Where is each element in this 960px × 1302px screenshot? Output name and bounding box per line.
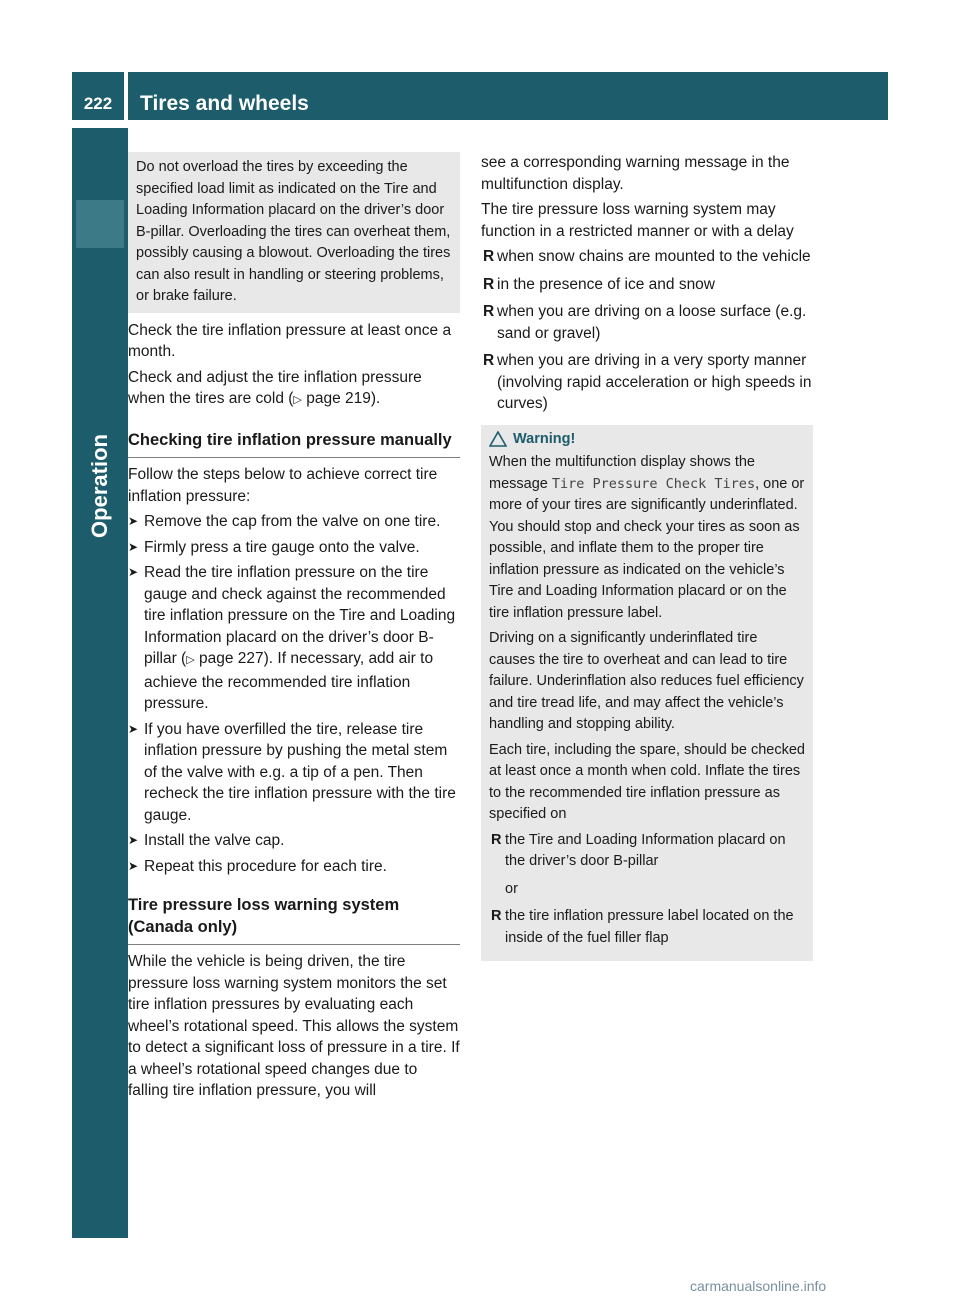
bullet-icon: R: [483, 275, 495, 293]
page-reference-link[interactable]: page 219: [306, 390, 371, 407]
step-arrow-icon: ➤: [128, 858, 139, 873]
step-item: ➤ Repeat this procedure for each tire.: [128, 856, 460, 878]
page-number: 222: [83, 94, 113, 113]
page-header: [72, 72, 888, 120]
paragraph: see a corresponding warning message in the multifunction display.: [481, 154, 790, 193]
page-ref-icon: ▷: [186, 654, 195, 666]
page-ref-icon: ▷: [293, 394, 302, 406]
step-arrow-icon: ➤: [128, 833, 139, 847]
warning-list-item: R the Tire and Loading Information placard on the driver’s door B-pillar: [491, 831, 786, 869]
paragraph: The tire pressure loss warning system may function in a restricted manner or with a delay: [481, 201, 794, 240]
warning-title: Warning!: [489, 429, 805, 451]
section-heading: Tire pressure loss warning system (Canada only): [128, 895, 460, 945]
warning-list-item: R the tire inflation pressure label located on the inside of the fuel filler flap: [491, 908, 794, 946]
header-divider: [124, 72, 128, 120]
warning-paragraph: Each tire, including the spare, should be checked at least once a month when cold. Inflate the tires to the recommended tire inflation pressure as specified on: [489, 741, 805, 822]
list-item: R when snow chains are mounted to the vehicle: [481, 246, 813, 268]
step-arrow-icon: ➤: [128, 539, 139, 554]
bullet-icon: R: [491, 908, 502, 924]
step-item: ➤ Read the tire inflation pressure on the tire gauge and check against the recommended tire inflation pressure on the Tire and Loading Information placard on the driver’s door B-pillar (▷ page 227). If necessary, add air to achieve the recommended tire inflation pressure.: [128, 564, 456, 712]
step-item: ➤ Install the valve cap.: [128, 830, 460, 852]
warning-box: [481, 425, 813, 962]
paragraph-cold-check: Check and adjust the tire inflation pressure when the tires are cold (▷ page 219).: [128, 368, 422, 407]
step-arrow-icon: ➤: [128, 514, 139, 528]
display-message-code: Tire Pressure Check Tires: [551, 475, 756, 492]
step-item: ➤ Firmly press a tire gauge onto the valve.: [128, 537, 460, 559]
left-column: [128, 152, 460, 1106]
list-item: R when you are driving in a very sporty manner (involving rapid acceleration or high speeds in curves): [483, 352, 812, 412]
section-side-tab: [72, 128, 128, 1238]
warning-paragraph: Driving on a significantly underinflated tire causes the tire to overheat and can lead to tire failure. Underinflation also reduces fuel efficiency and tire tread life, and may affect the vehicle’s handling and stopping ability.: [489, 630, 804, 732]
bullet-icon: R: [491, 831, 502, 848]
bullet-icon: R: [483, 248, 495, 265]
list-item: R in the presence of ice and snow: [481, 274, 813, 296]
section-label-text: Operation: [87, 434, 112, 538]
bullet-icon: R: [483, 303, 495, 320]
page-title: Tires and wheels: [140, 92, 309, 115]
step-item: ➤ If you have overfilled the tire, release tire inflation pressure by pushing the metal stem of the valve with e.g. a tip of a pen. Then recheck the tire inflation pressure with the tire gauge.: [128, 720, 456, 824]
right-column: [481, 152, 813, 961]
step-arrow-icon: ➤: [128, 721, 139, 736]
paragraph: While the vehicle is being driven, the tire pressure loss warning system monitors the set tire inflation pressures by evaluating each wheel’s rotational speed. This allows the system to detect a significant loss of pressure in a tire. If a wheel’s rotational speed changes due to falling tire inflation pressure, you will: [128, 953, 460, 1099]
section-heading: Checking tire inflation pressure manually: [128, 430, 460, 459]
step-arrow-icon: ➤: [128, 565, 139, 579]
paragraph: Follow the steps below to achieve correct tire inflation pressure:: [128, 466, 438, 505]
overload-notice: Do not overload the tires by exceeding the specified load limit as indicated on the Tire and Loading Information placard on the driver’s door B-pillar. Overloading the tires can overheat them, possibly causing a blowout. Overloading the tires can also result in handling or steering problems, or brake failure.: [128, 152, 460, 313]
or-text: or: [505, 880, 518, 897]
warning-paragraph: When the multifunction display shows the message Tire Pressure Check Tires, one or more of your tires are significantly underinflated. You should stop and check your tires as soon as possible, and inflate them to the proper tire inflation pressure as indicated on the vehicle’s Tire and Loading Information placard or on the tire inflation pressure label.: [489, 454, 805, 621]
footer-watermark: carmanualsonline.info: [690, 1278, 827, 1294]
list-item: R when you are driving on a loose surface (e.g. sand or gravel): [483, 303, 807, 342]
section-marker: [76, 200, 124, 248]
warning-triangle-icon: [489, 431, 507, 447]
page-reference-link[interactable]: page 227: [198, 650, 264, 667]
paragraph: Check the tire inflation pressure at least once a month.: [128, 321, 452, 360]
step-item: ➤ Remove the cap from the valve on one tire.: [128, 511, 460, 533]
bullet-icon: R: [483, 352, 495, 369]
